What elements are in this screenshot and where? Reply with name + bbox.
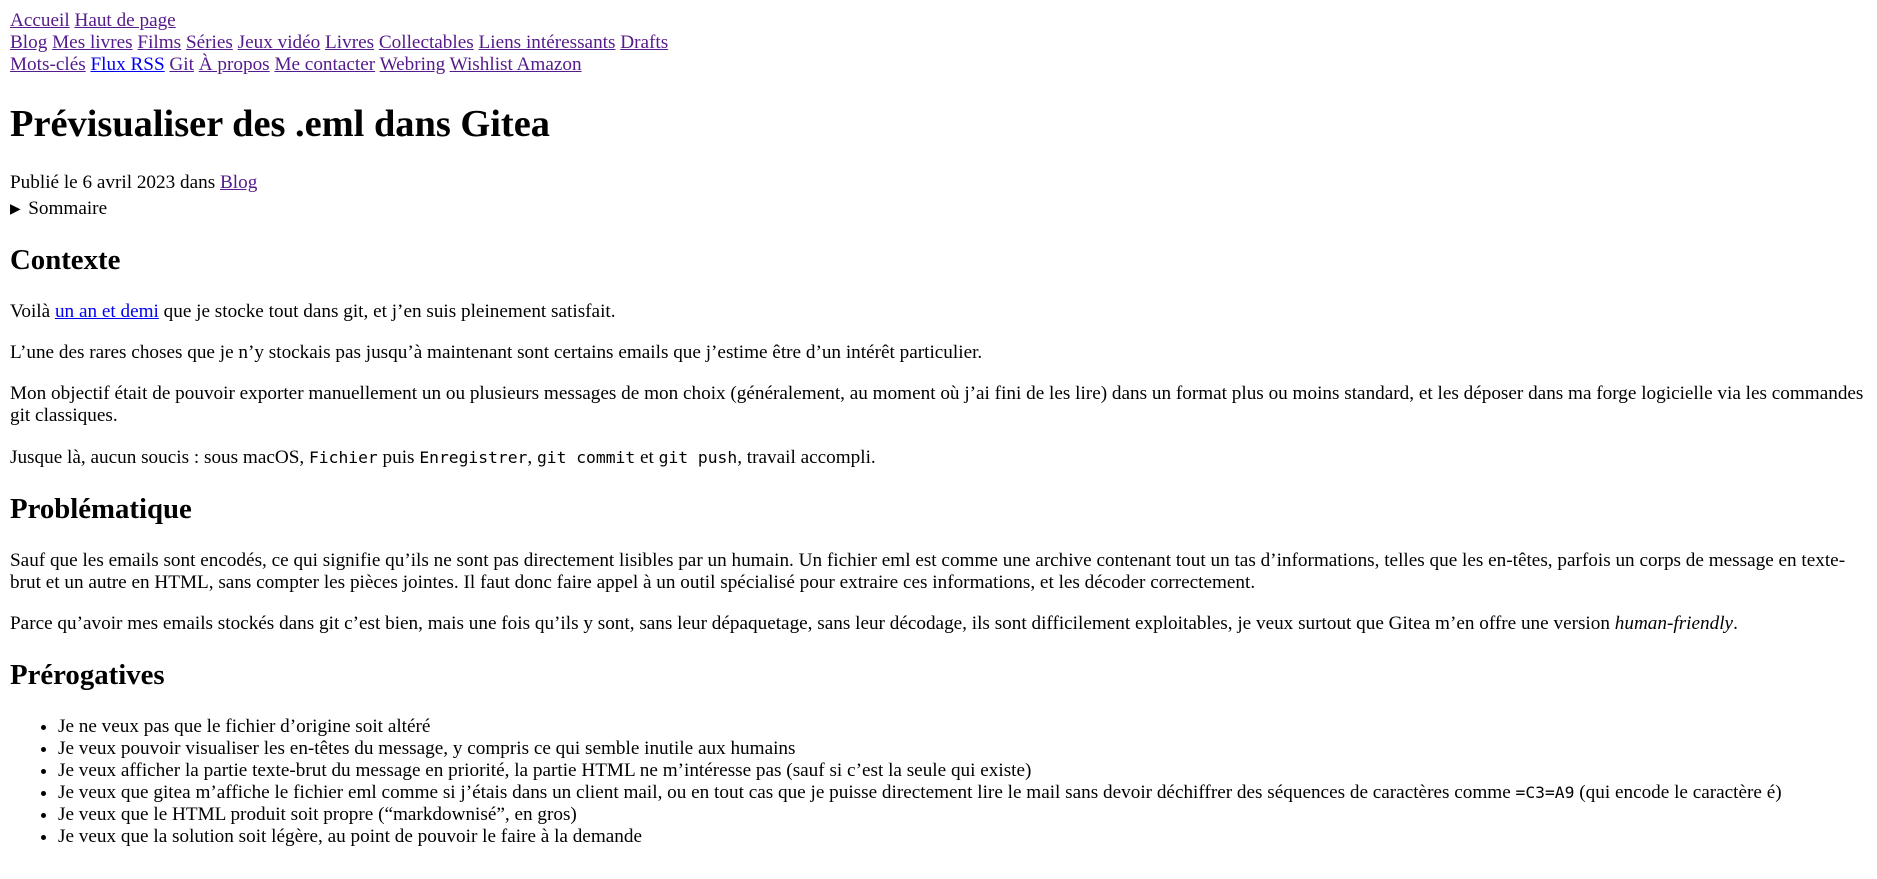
text-run: et [635, 446, 659, 468]
bullet-list [10, 716, 1867, 848]
nav-link-liens-interessants[interactable]: Liens intéressants [478, 32, 616, 54]
text-run: , [527, 446, 537, 468]
list-item [58, 716, 1867, 738]
text-run: , travail accompli. [737, 446, 876, 468]
text-run: (qui encode le caractère é) [1574, 782, 1782, 804]
nav-row-2 [10, 32, 1867, 54]
text-run: L’une des rares choses que je n’y stockais pas jusqu’à maintenant sont certains emails que j’estime être d’un intérêt particulier. [10, 341, 983, 363]
site-nav [10, 10, 1867, 76]
text-run: puis [377, 446, 420, 468]
paragraph [10, 447, 1867, 469]
nav-link-series[interactable]: Séries [185, 32, 233, 54]
text-run: que je stocke tout dans git, et j’en suis pleinement satisfait. [158, 300, 616, 322]
inline-link-blog[interactable]: Blog [219, 171, 258, 193]
nav-link-webring[interactable]: Webring [379, 54, 446, 76]
text-run: Je veux afficher la partie texte-brut du message en priorité, la partie HTML ne m’intéresse pas (sauf si c’est la seule qui existe) [58, 760, 1032, 782]
text-run: Je veux pouvoir visualiser les en-têtes du message, y compris ce qui semble inutile aux humains [58, 737, 796, 759]
text-run: Je veux que la solution soit légère, au point de pouvoir le faire à la demande [58, 826, 642, 848]
list-item [58, 782, 1867, 804]
nav-link-me-contacter[interactable]: Me contacter [274, 54, 376, 76]
paragraph [10, 550, 1867, 594]
nav-link-flux-rss[interactable]: Flux RSS [90, 54, 165, 76]
summary-details [10, 198, 1867, 220]
paragraph [10, 383, 1867, 427]
code-span: git commit [536, 447, 636, 467]
text-run: Je ne veux pas que le fichier d’origine soit altéré [58, 715, 431, 737]
nav-link-mots-cles[interactable]: Mots-clés [10, 54, 86, 76]
section-heading-problematique: Problématique [10, 492, 192, 525]
nav-link-haut-de-page[interactable]: Haut de page [74, 10, 176, 31]
code-span: git push [658, 447, 738, 467]
nav-row-1 [10, 10, 1867, 32]
text-run: Voilà [10, 300, 55, 322]
text-run: Jusque là, aucun soucis : sous macOS, [10, 446, 309, 468]
list-item [58, 738, 1867, 760]
nav-link-collectables[interactable]: Collectables [378, 32, 474, 54]
nav-link-wishlist-amazon[interactable]: Wishlist Amazon [449, 54, 582, 76]
page-title: Prévisualiser des .eml dans Gitea [10, 102, 550, 145]
inline-link-un-an-et-demi[interactable]: un an et demi [54, 300, 159, 322]
text-run: Je veux que le HTML produit soit propre (“markdownisé”, en gros) [58, 804, 577, 826]
text-run: Parce qu’avoir mes emails stockés dans git c’est bien, mais une fois qu’ils y sont, sans leur dépaquetage, sans leur décodage, ils sont difficilement exploitables, je veux surtout que Gitea m’en offre une version [10, 612, 1615, 634]
summary-toggle[interactable] [10, 198, 1867, 220]
nav-link-a-propos[interactable]: À propos [198, 54, 270, 76]
nav-link-drafts[interactable]: Drafts [620, 32, 669, 54]
blog-article [10, 102, 1867, 848]
paragraph [10, 342, 1867, 364]
nav-link-git[interactable]: Git [169, 54, 194, 76]
nav-row-3 [10, 54, 1867, 76]
list-item [58, 804, 1867, 826]
summary-label: Sommaire [28, 197, 108, 219]
nav-link-films[interactable]: Films [137, 32, 182, 54]
nav-link-accueil[interactable]: Accueil [10, 10, 70, 31]
nav-link-mes-livres[interactable]: Mes livres [52, 32, 133, 54]
code-span: Enregistrer [419, 447, 528, 467]
disclosure-triangle-icon: ▶ [10, 200, 21, 216]
nav-link-blog[interactable]: Blog [10, 32, 48, 54]
nav-link-livres[interactable]: Livres [325, 32, 375, 54]
article-body [10, 244, 1867, 849]
text-run: Je veux que gitea m’affiche le fichier eml comme si j’étais dans un client mail, ou en tout cas que je puisse directement lire le mail sans devoir déchiffrer des séquences de caractères comme [58, 782, 1516, 804]
section-heading-prerogatives: Prérogatives [10, 658, 165, 691]
list-item [58, 760, 1867, 782]
paragraph [10, 301, 1867, 323]
list-item [58, 826, 1867, 848]
text-run: Publié le 6 avril 2023 dans [10, 171, 220, 193]
emphasis-text: human-friendly [1614, 612, 1734, 634]
paragraph [10, 613, 1867, 635]
nav-link-jeux-video[interactable]: Jeux vidéo [237, 32, 321, 54]
text-run: Sauf que les emails sont encodés, ce qui signifie qu’ils ne sont pas directement lisibles par un humain. Un fichier eml est comme une archive contenant tout un tas d’informations, telles que les en-têtes, parfois un corps de message en texte-brut et un autre en HTML, sans compter les pièces jointes. Il faut donc faire appel à un outil spécialisé pour extraire ces informations, et les décoder correctement. [10, 549, 1846, 593]
text-run: Mon objectif était de pouvoir exporter manuellement un ou plusieurs messages de mon choix (généralement, au moment où j’ai fini de les lire) dans un format plus ou moins standard, et les déposer dans ma forge logicielle via les commandes git classiques. [10, 383, 1864, 427]
code-span: Fichier [308, 447, 378, 467]
text-run: . [1733, 612, 1738, 634]
section-heading-contexte: Contexte [10, 243, 121, 276]
code-span: =C3=A9 [1515, 783, 1575, 803]
publish-meta [10, 172, 1867, 194]
